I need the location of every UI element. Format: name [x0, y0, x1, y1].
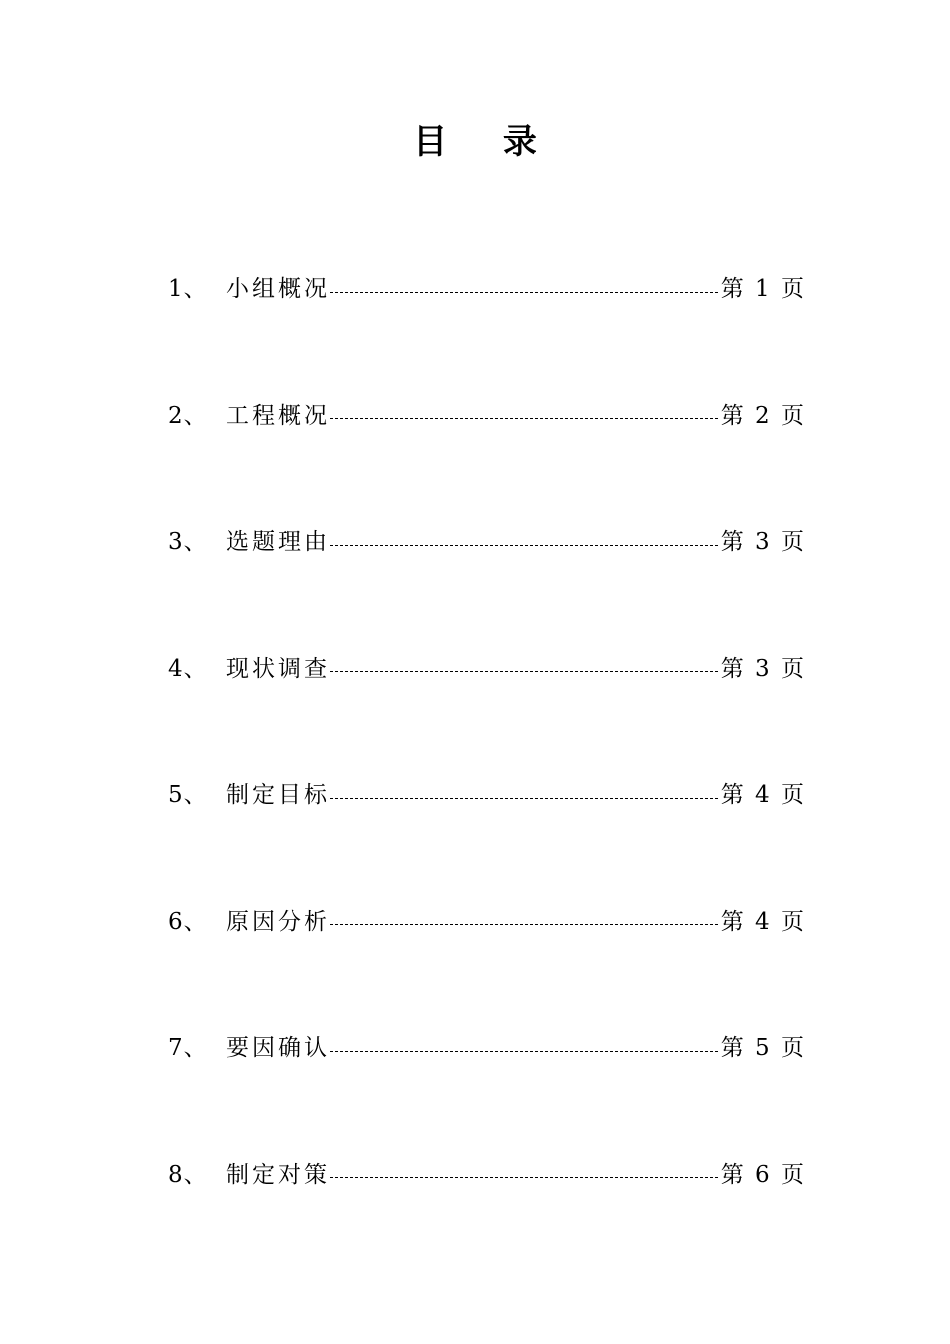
table-of-contents — [168, 266, 806, 1278]
toc-entry-page: 第 4 页 — [720, 908, 806, 935]
toc-entry-number: 3、 — [168, 529, 208, 555]
toc-entry[interactable] — [168, 646, 806, 692]
toc-entry-page: 第 2 页 — [720, 402, 806, 429]
toc-entry-number: 5、 — [168, 782, 208, 808]
toc-entry[interactable] — [168, 266, 806, 312]
toc-entry-page: 第 1 页 — [720, 276, 806, 302]
toc-entry-title: 选题理由 — [226, 529, 330, 555]
toc-entry-page: 第 5 页 — [720, 1035, 806, 1061]
toc-entry-number: 1、 — [168, 276, 208, 302]
toc-entry-title: 要因确认 — [226, 1035, 330, 1061]
toc-entry-page: 第 3 页 — [720, 655, 806, 682]
toc-entry-title: 现状调查 — [226, 655, 330, 682]
toc-dotted-leader — [330, 292, 718, 293]
toc-entry[interactable] — [168, 393, 806, 439]
toc-entry-number: 4、 — [168, 655, 208, 682]
toc-entry[interactable] — [168, 1152, 806, 1198]
toc-entry-page: 第 4 页 — [720, 782, 806, 808]
toc-entry[interactable] — [168, 519, 806, 565]
toc-entry-number: 6、 — [168, 908, 208, 935]
toc-entry-number: 7、 — [168, 1035, 208, 1061]
toc-dotted-leader — [330, 418, 718, 419]
toc-entry-title: 制定对策 — [226, 1161, 330, 1188]
toc-dotted-leader — [330, 1177, 718, 1178]
toc-entry-title: 制定目标 — [226, 782, 330, 808]
toc-entry-title: 工程概况 — [226, 402, 330, 429]
toc-entry-page: 第 3 页 — [720, 529, 806, 555]
toc-entry[interactable] — [168, 899, 806, 945]
page-title: 目 录 — [413, 122, 559, 162]
toc-dotted-leader — [330, 671, 718, 672]
toc-entry-number: 2、 — [168, 402, 208, 429]
toc-entry-page: 第 6 页 — [720, 1161, 806, 1188]
toc-dotted-leader — [330, 1051, 718, 1052]
toc-entry-number: 8、 — [168, 1161, 208, 1188]
toc-dotted-leader — [330, 924, 718, 925]
toc-entry-title: 小组概况 — [226, 276, 330, 302]
toc-entry[interactable] — [168, 772, 806, 818]
toc-dotted-leader — [330, 545, 718, 546]
toc-entry[interactable] — [168, 1025, 806, 1071]
toc-dotted-leader — [330, 798, 718, 799]
toc-entry-title: 原因分析 — [226, 908, 330, 935]
